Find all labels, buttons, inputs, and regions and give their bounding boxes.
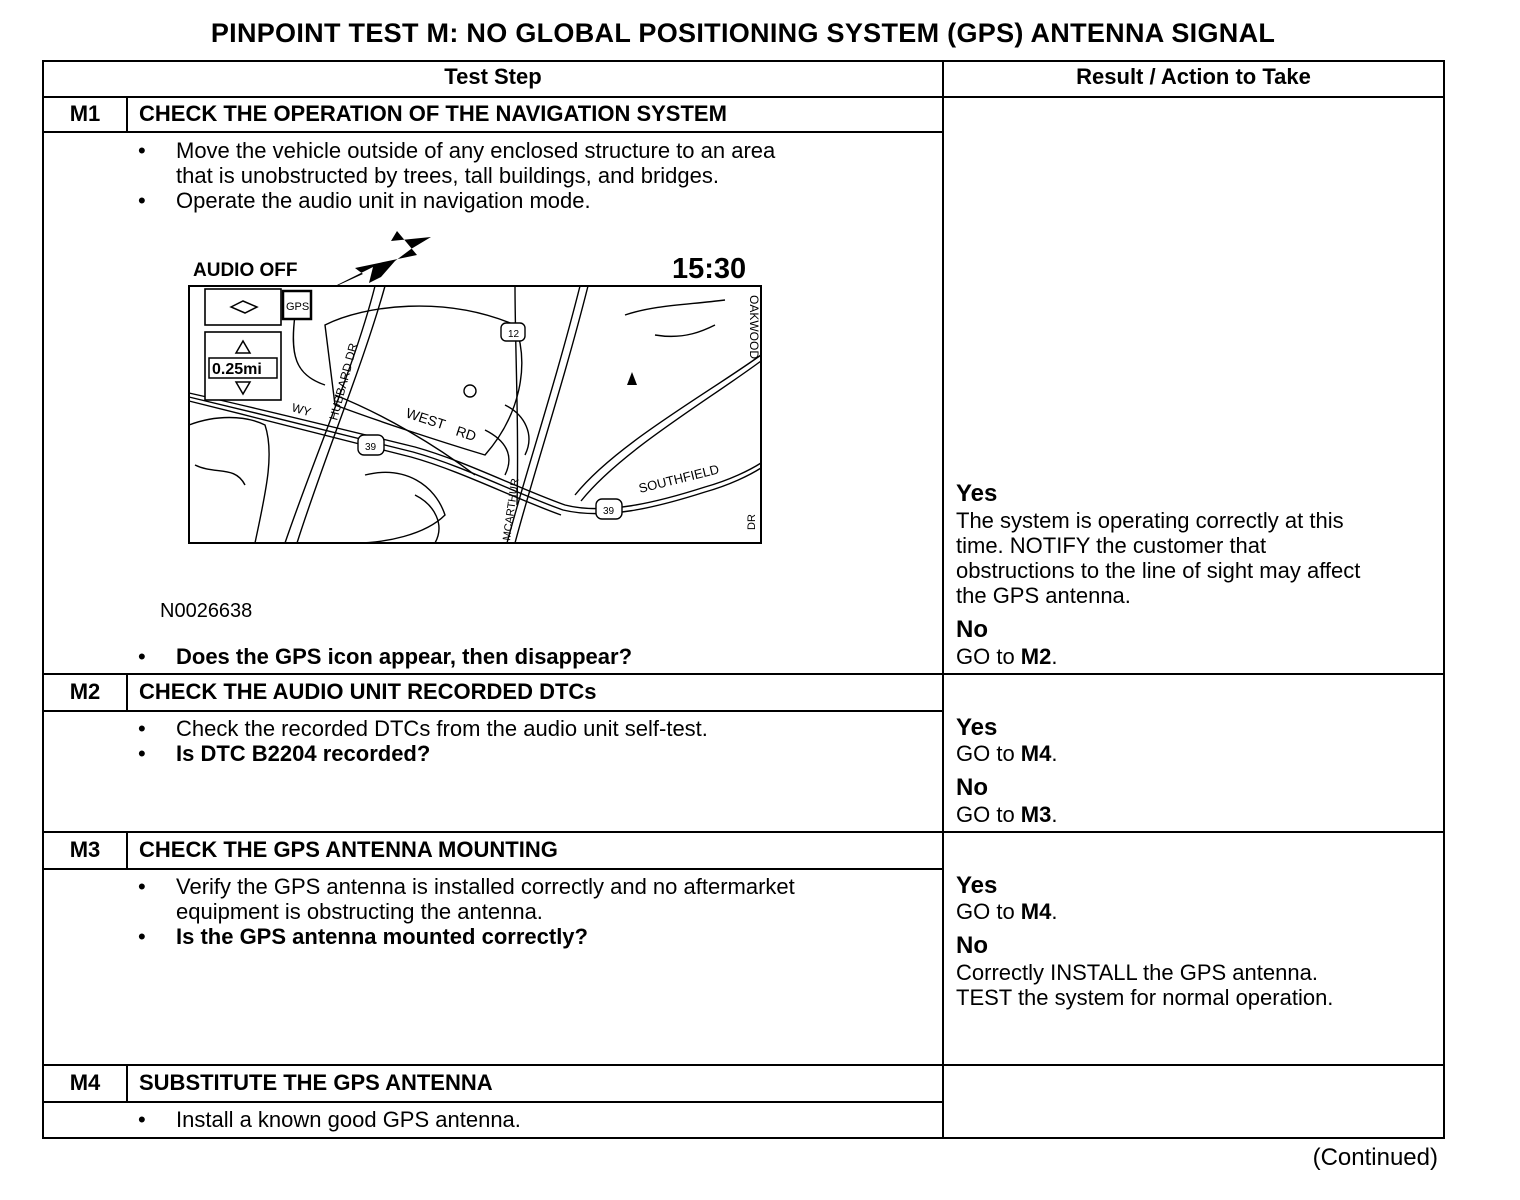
map-street-label: RD [454, 422, 479, 445]
step-title: SUBSTITUTE THE GPS ANTENNA [139, 1070, 493, 1095]
map-orientation-button [205, 289, 281, 325]
bullet: • [138, 741, 146, 766]
step-question: Is the GPS antenna mounted correctly? [176, 924, 588, 949]
result-text: time. NOTIFY the customer that [956, 533, 1267, 558]
map-street-label: SOUTHFIELD [637, 461, 721, 496]
result-goto [956, 802, 1057, 827]
page-title: PINPOINT TEST M: NO GLOBAL POSITIONING SYSTEM (GPS) ANTENNA SIGNAL [210, 18, 1276, 48]
map-street-label: WY [290, 400, 313, 420]
step-text: Move the vehicle outside of any enclosed structure to an area [176, 138, 776, 163]
goto-target: M2 [1020, 644, 1052, 669]
bullet: • [138, 924, 146, 949]
result-yes-label: Yes [956, 480, 998, 507]
step-title: CHECK THE GPS ANTENNA MOUNTING [139, 837, 558, 862]
route-shield-label: 12 [508, 329, 520, 340]
goto-target: M4 [1020, 899, 1052, 924]
result-no-label: No [956, 774, 988, 801]
goto-text: GO to [956, 741, 1021, 766]
goto-text: GO to [956, 899, 1021, 924]
result-yes-label: Yes [956, 714, 998, 741]
step-text: Check the recorded DTCs from the audio unit self-test. [176, 716, 708, 741]
result-no-label: No [956, 616, 988, 643]
bullet: • [138, 644, 146, 669]
result-yes-label: Yes [956, 872, 998, 899]
step-id: M2 [69, 679, 101, 704]
result-text: obstructions to the line of sight may affect [956, 558, 1361, 583]
result-text: TEST the system for normal operation. [956, 985, 1334, 1010]
result-goto [956, 899, 1057, 924]
route-shield-label: 39 [365, 442, 377, 453]
map-street-label: WEST [404, 404, 448, 433]
result-goto [956, 741, 1057, 766]
clock-label: 15:30 [672, 253, 747, 285]
goto-text: GO to [956, 644, 1021, 669]
step-text: equipment is obstructing the antenna. [176, 899, 543, 924]
step-title: CHECK THE OPERATION OF THE NAVIGATION SYSTEM [139, 101, 727, 126]
result-goto [956, 644, 1057, 669]
header-test-step: Test Step [444, 64, 542, 89]
navigation-screen-figure [185, 225, 770, 550]
gps-icon-label: GPS [286, 301, 310, 313]
bullet: • [138, 716, 146, 741]
step-id: M4 [69, 1070, 101, 1095]
goto-text: GO to [956, 802, 1021, 827]
arrow-pointer-icon [319, 231, 431, 294]
step-text: Verify the GPS antenna is installed correctly and no aftermarket [176, 874, 795, 899]
step-question: Is DTC B2204 recorded? [176, 741, 431, 766]
route-shield-label: 39 [603, 506, 615, 517]
step-title: CHECK THE AUDIO UNIT RECORDED DTCs [139, 679, 597, 704]
figure-id: N0026638 [160, 600, 253, 622]
header-result: Result / Action to Take [1076, 64, 1311, 89]
step-text: Install a known good GPS antenna. [176, 1107, 521, 1132]
goto-target: M4 [1020, 741, 1052, 766]
result-no-label: No [956, 932, 988, 959]
step-id: M1 [69, 101, 101, 126]
result-text: the GPS antenna. [956, 583, 1131, 608]
bullet: • [138, 1107, 146, 1132]
scale-label: 0.25mi [212, 361, 262, 378]
step-question: Does the GPS icon appear, then disappear? [176, 644, 633, 669]
bullet: • [138, 874, 146, 899]
result-text: Correctly INSTALL the GPS antenna. [956, 960, 1318, 985]
result-text: The system is operating correctly at this [956, 508, 1344, 533]
bullet: • [138, 188, 146, 213]
goto-end: . [1051, 802, 1058, 827]
goto-end: . [1051, 741, 1058, 766]
continued-label: (Continued) [1312, 1144, 1438, 1171]
map-street-label: OAKWOOD [747, 295, 761, 360]
step-text: that is unobstructed by trees, tall buildings, and bridges. [176, 163, 719, 188]
goto-end: . [1051, 899, 1058, 924]
audio-off-label: AUDIO OFF [193, 260, 298, 281]
map-street-label: DR [746, 514, 758, 530]
step-text: Operate the audio unit in navigation mode. [176, 188, 591, 213]
map-street-label: MCARTHUR [501, 477, 522, 542]
goto-target: M3 [1020, 802, 1052, 827]
map-street-label: HUBBARD DR [326, 341, 361, 422]
goto-end: . [1051, 644, 1058, 669]
bullet: • [138, 138, 146, 163]
step-id: M3 [69, 837, 101, 862]
